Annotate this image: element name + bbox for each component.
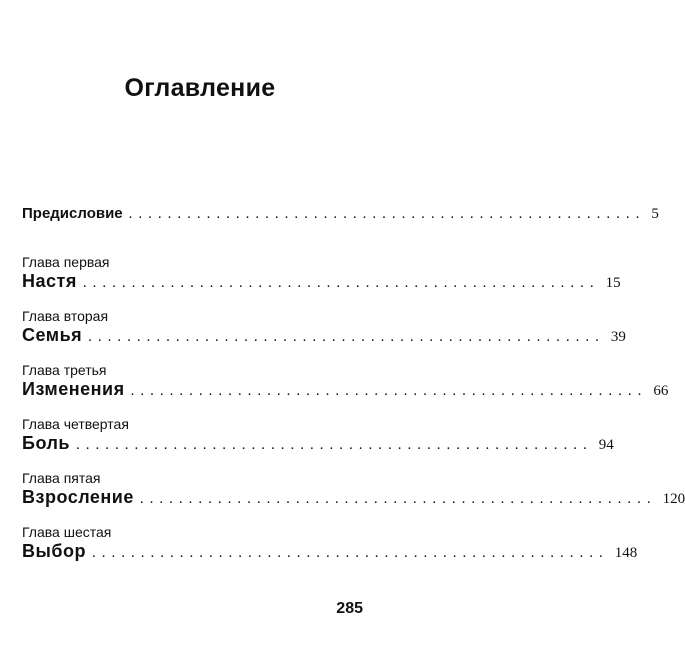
toc-chapter-row xyxy=(22,433,614,459)
toc-chapter-6 xyxy=(22,523,638,567)
toc-entry-label: Взросление xyxy=(22,487,134,507)
toc-preface-row xyxy=(22,205,659,229)
toc-page-number: 15 xyxy=(605,275,621,291)
toc-page-number: 120 xyxy=(662,491,685,507)
chapter-subtitle: Глава вторая xyxy=(22,308,109,324)
dot-leader: ..................................................... xyxy=(91,545,609,561)
toc-entry-label: Изменения xyxy=(22,379,125,399)
dot-leader: ..................................................... xyxy=(82,275,600,291)
toc-entry-label: Боль xyxy=(22,433,70,453)
toc-chapter-2 xyxy=(22,307,626,351)
toc-chapter-row xyxy=(22,487,685,513)
toc-page-number: 148 xyxy=(614,545,638,561)
dot-leader: ..................................................... xyxy=(130,383,648,399)
toc-chapter-row xyxy=(22,541,638,567)
dot-leader: ..................................................... xyxy=(128,206,646,222)
toc-chapter-1 xyxy=(22,253,621,297)
table-of-contents xyxy=(22,205,685,577)
toc-chapter-4 xyxy=(22,415,614,459)
toc-page-number: 66 xyxy=(653,383,669,399)
chapter-subtitle: Глава четвертая xyxy=(22,416,129,432)
chapter-subtitle: Глава первая xyxy=(22,254,110,270)
toc-chapter-row xyxy=(22,271,621,297)
toc-page-number: 39 xyxy=(610,329,626,345)
page-title: Оглавление xyxy=(124,74,276,102)
chapter-subtitle: Глава шестая xyxy=(22,524,112,540)
toc-page-number: 5 xyxy=(651,206,659,222)
toc-chapter-5 xyxy=(22,469,685,513)
toc-chapter-row xyxy=(22,379,669,405)
page-number: 285 xyxy=(336,600,363,617)
chapter-subtitle: Глава пятая xyxy=(22,470,101,486)
dot-leader: ..................................................... xyxy=(88,329,605,345)
toc-chapter-3 xyxy=(22,361,669,405)
toc-page-number: 94 xyxy=(598,437,614,453)
chapter-subtitle: Глава третья xyxy=(22,362,107,378)
toc-entry-label: Предисловие xyxy=(22,205,123,222)
toc-entry-label: Настя xyxy=(22,271,77,291)
toc-chapter-row xyxy=(22,325,626,351)
toc-entry-label: Семья xyxy=(22,325,83,345)
dot-leader: ..................................................... xyxy=(75,437,593,453)
dot-leader: ..................................................... xyxy=(139,491,657,507)
toc-entry-label: Выбор xyxy=(22,541,86,561)
